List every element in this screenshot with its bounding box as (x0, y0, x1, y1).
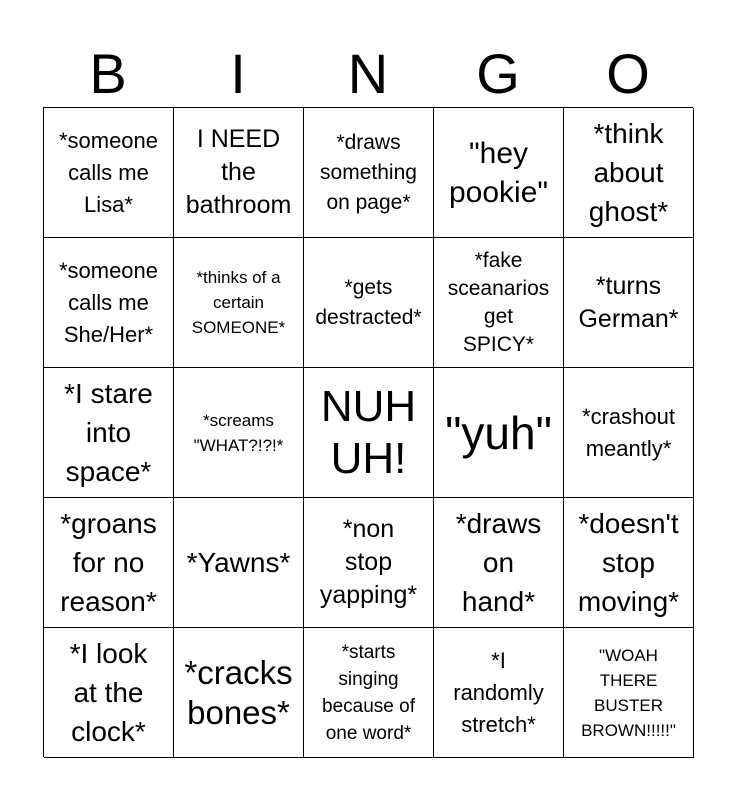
cell-text: "WOAH THERE BUSTER BROWN!!!!!" (581, 645, 676, 740)
bingo-board (43, 107, 693, 757)
bingo-cell[interactable] (434, 498, 564, 628)
bingo-cell[interactable] (174, 108, 304, 238)
cell-text: *crashout meantly* (582, 403, 675, 461)
bingo-cell[interactable] (174, 238, 304, 368)
cell-text: *fake sceanarios get SPICY* (447, 248, 550, 356)
bingo-cell[interactable] (564, 628, 694, 758)
cell-text: *I look at the clock* (69, 638, 148, 747)
bingo-cell[interactable] (564, 368, 694, 498)
bingo-cell[interactable] (304, 368, 434, 498)
bingo-cell[interactable] (304, 498, 434, 628)
bingo-cell[interactable] (304, 628, 434, 758)
cell-text: NUH UH! (320, 381, 417, 483)
bingo-cell[interactable] (174, 368, 304, 498)
cell-text: *I randomly stretch* (453, 647, 544, 737)
cell-text: *thinks of a certain SOMEONE* (191, 268, 286, 337)
cell-text: "yuh" (445, 406, 552, 459)
cell-text: *non stop yapping* (319, 515, 418, 609)
header-letter-i: I (230, 42, 246, 105)
cell-text: *Yawns* (186, 547, 291, 578)
bingo-cell[interactable] (564, 238, 694, 368)
cell-text: *think about ghost* (588, 118, 669, 227)
cell-text: *starts singing because of one word* (322, 641, 415, 744)
header-letter-g: G (476, 42, 520, 105)
bingo-cell[interactable] (174, 498, 304, 628)
bingo-cell[interactable] (44, 368, 174, 498)
bingo-cell[interactable] (44, 238, 174, 368)
cell-text: *turns German* (578, 271, 679, 333)
bingo-cell[interactable] (44, 628, 174, 758)
cell-text: *gets destracted* (315, 275, 422, 329)
bingo-cell[interactable] (44, 498, 174, 628)
bingo-cell[interactable] (434, 628, 564, 758)
header-letter-o: O (606, 42, 650, 105)
bingo-header (43, 40, 693, 108)
bingo-cell[interactable] (174, 628, 304, 758)
header-letter-b: B (89, 42, 127, 105)
cell-text: *I stare into space* (64, 378, 153, 487)
bingo-cell[interactable] (564, 498, 694, 628)
cell-text: *draws something on page* (320, 130, 417, 214)
bingo-cell[interactable] (434, 108, 564, 238)
bingo-cell[interactable] (44, 108, 174, 238)
cell-text: *screams "WHAT?!?!* (193, 410, 284, 455)
header-letter-n: N (347, 42, 389, 105)
cell-text: *someone calls me She/Her* (58, 257, 159, 347)
bingo-cell[interactable] (434, 238, 564, 368)
cell-text: *someone calls me Lisa* (58, 127, 159, 217)
cell-text: *cracks bones* (184, 653, 293, 731)
bingo-cell[interactable] (564, 108, 694, 238)
bingo-cell[interactable] (304, 238, 434, 368)
cell-text: "hey pookie" (448, 136, 549, 209)
cell-text: I NEED the bathroom (185, 125, 292, 219)
bingo-cell[interactable] (304, 108, 434, 238)
cell-text: *doesn't stop moving* (577, 508, 680, 617)
bingo-cell[interactable] (434, 368, 564, 498)
cell-text: *groans for no reason* (60, 508, 157, 617)
cell-text: *draws on hand* (455, 508, 542, 617)
